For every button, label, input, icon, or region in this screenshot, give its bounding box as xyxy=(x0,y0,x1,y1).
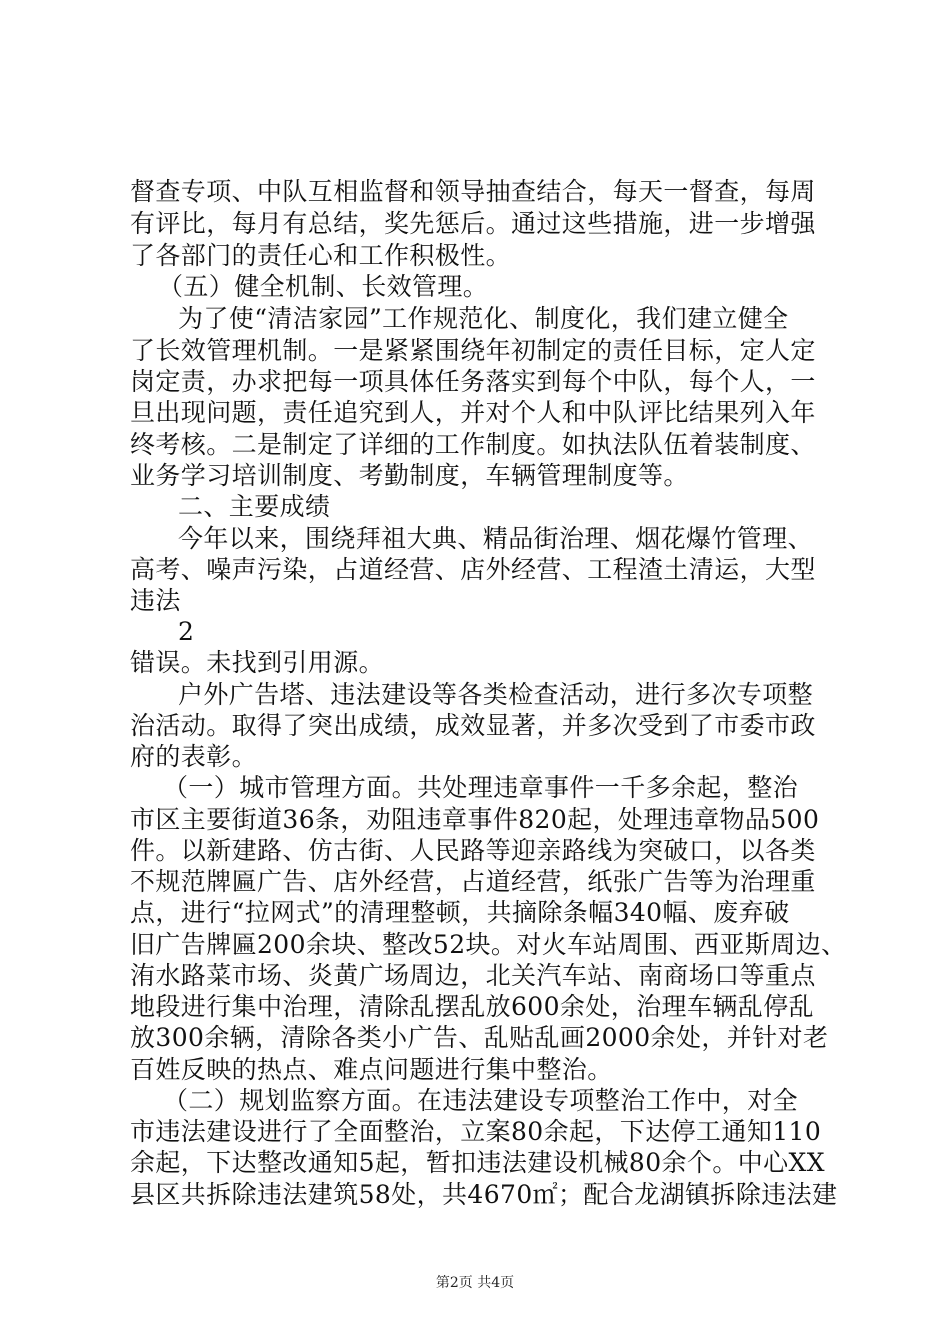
text-line: 督查专项、中队互相监督和领导抽查结合，每天一督查，每周 xyxy=(130,177,816,206)
text-line: 户外广告塔、违法建设等各类检查活动，进行多次专项整 xyxy=(178,680,814,709)
text-line: 市区主要街道36条，劝阻违章事件820起，处理违章物品500 xyxy=(130,805,820,834)
text-line: 点，进行“拉网式”的清理整顿，共摘除条幅340幅、废弃破 xyxy=(130,898,790,927)
text-line: 了各部门的责任心和工作积极性。 xyxy=(130,241,512,270)
text-line: 不规范牌匾广告、店外经营，占道经营，纸张广告等为治理重 xyxy=(130,867,816,896)
text-line: 百姓反映的热点、难点问题进行集中整治。 xyxy=(130,1055,613,1084)
page-number-inline: 2 xyxy=(178,617,195,646)
text-line: 余起，下达整改通知5起，暂扣违法建设机械80余个。中心XX xyxy=(130,1148,825,1177)
text-line: 市违法建设进行了全面整治，立案80余起，下达停工通知110 xyxy=(130,1117,822,1146)
text-line: 件。以新建路、仿古街、人民路等迎亲路线为突破口，以各类 xyxy=(130,836,816,865)
section-heading: 二、主要成绩 xyxy=(178,492,331,521)
text-line: 今年以来，围绕拜祖大典、精品街治理、烟花爆竹管理、 xyxy=(178,524,814,553)
text-line: 终考核。二是制定了详细的工作制度。如执法队伍着装制度、 xyxy=(130,430,816,459)
text-line: 放300余辆，清除各类小广告、乱贴乱画2000余处，并针对老 xyxy=(130,1023,829,1052)
error-text: 错误。未找到引用源。 xyxy=(130,648,385,677)
text-line: 业务学习培训制度、考勤制度，车辆管理制度等。 xyxy=(130,461,689,490)
text-line: 违法 xyxy=(130,586,181,615)
page-footer: 第2页 共4页 xyxy=(435,1275,515,1291)
text-line: 地段进行集中治理，清除乱摆乱放600余处，治理车辆乱停乱 xyxy=(130,992,814,1021)
text-line: 岗定责，办求把每一项具体任务落实到每个中队，每个人，一 xyxy=(130,367,816,396)
text-line: 县区共拆除违法建筑58处，共4670㎡；配合龙湖镇拆除违法建 xyxy=(130,1180,838,1209)
text-line: 府的表彰。 xyxy=(130,742,258,771)
text-line: 为了使“清洁家园”工作规范化、制度化，我们建立健全 xyxy=(178,304,789,333)
text-line: 了长效管理机制。一是紧紧围绕年初制定的责任目标，定人定 xyxy=(130,336,816,365)
text-line: 旧广告牌匾200余块、整改52块。对火车站周围、西亚斯周边、 xyxy=(130,930,847,959)
text-line: 高考、噪声污染，占道经营、店外经营、工程渣土清运，大型 xyxy=(130,555,816,584)
text-line: 治活动。取得了突出成绩，成效显著，并多次受到了市委市政 xyxy=(130,711,816,740)
text-line: 旦出现问题，责任追究到人，并对个人和中队评比结果列入年 xyxy=(130,398,816,427)
text-line: （一）城市管理方面。共处理违章事件一千多余起，整治 xyxy=(163,773,799,802)
text-line: 洧水路菜市场、炎黄广场周边，北关汽车站、南商场口等重点 xyxy=(130,961,816,990)
section-heading: （五）健全机制、长效管理。 xyxy=(158,272,489,301)
text-line: （二）规划监察方面。在违法建设专项整治工作中，对全 xyxy=(163,1086,799,1115)
text-line: 有评比，每月有总结，奖先惩后。通过这些措施，进一步增强 xyxy=(130,209,816,238)
